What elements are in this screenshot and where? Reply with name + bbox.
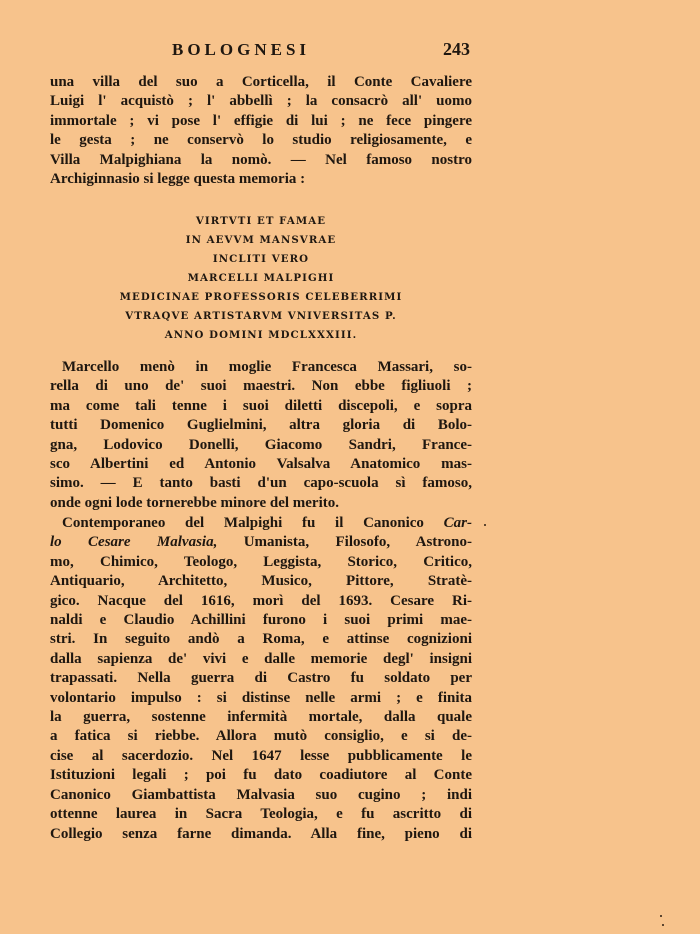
inscription-line: MEDICINAE PROFESSORIS CELEBERRIMI xyxy=(119,291,403,303)
ink-speck xyxy=(660,915,662,917)
inscription-line: VTRAQVE ARTISTARVM VNIVERSITAS P. xyxy=(125,310,397,322)
text-line: simo. — E tanto basti d'un capo-scuola sì famoso, xyxy=(50,475,472,492)
inscription-line: INCLITI VERO xyxy=(212,253,310,265)
ink-speck xyxy=(662,924,664,926)
running-title: BOLOGNESI xyxy=(172,40,311,59)
text-line: gna, Lodovico Donelli, Giacomo Sandri, France- xyxy=(50,436,472,453)
text-line: Collegio senza farne dimanda. Alla fine, pieno di xyxy=(50,825,472,842)
text-line: le gesta ; ne conservò lo studio religiosamente, e xyxy=(50,132,472,149)
italic-name: lo Cesare Malvasia, xyxy=(50,534,218,551)
text-line: stri. In seguito andò a Roma, e attinse cognizioni xyxy=(50,631,472,648)
text-line xyxy=(50,514,472,533)
text-line: rella di uno de' suoi maestri. Non ebbe figliuoli ; xyxy=(50,378,472,395)
paragraph-malvasia xyxy=(50,514,472,844)
text-line: Marcello menò in moglie Francesca Massari, so- xyxy=(62,359,472,375)
text-line: naldi e Claudio Achillini furono i suoi primi mae- xyxy=(50,612,472,629)
text-line: ottenne laurea in Sacra Teologia, e fu ascritto di xyxy=(50,806,472,823)
inscription-line: IN AEVVM MANSVRAE xyxy=(185,234,337,246)
italic-name: Car- xyxy=(443,515,472,531)
text-line: una villa del suo a Corticella, il Conte Cavaliere xyxy=(50,74,472,90)
text-line: Antiquario, Architetto, Musico, Pittore, Stratè- xyxy=(50,573,472,590)
paragraph-marcello xyxy=(50,358,472,513)
text-line: sco Albertini ed Antonio Valsalva Anatomico mas- xyxy=(50,456,472,473)
running-head xyxy=(50,40,470,66)
text-line: Villa Malpighiana la nomò. — Nel famoso nostro xyxy=(50,151,472,168)
text-line: volontario impulso : si distinse nelle armi ; e finita xyxy=(50,689,472,706)
ink-speck xyxy=(484,524,486,526)
text-line: Istituzioni legali ; poi fu dato coadiutore al Conte xyxy=(50,767,472,784)
text-line: la guerra, sostenne infermità mortale, dalla quale xyxy=(50,709,472,726)
text-line: Archiginnasio si legge questa memoria : xyxy=(50,171,306,188)
text-line: mo, Chimico, Teologo, Leggista, Storico, Critico, xyxy=(50,553,472,570)
text-line: dalla sapienza de' vivi e dalle memorie degl' insigni xyxy=(50,650,472,667)
text-line xyxy=(50,533,472,552)
paragraph-villa-malpighiana xyxy=(50,73,472,189)
text-line: Canonico Giambattista Malvasia suo cugino ; indi xyxy=(50,786,472,803)
text-line: gico. Nacque del 1616, morì del 1693. Cesare Ri- xyxy=(50,592,472,609)
inscription-line: ANNO DOMINI MDCLXXXIII. xyxy=(164,329,358,341)
page-number: 243 xyxy=(443,39,470,59)
memorial-inscription xyxy=(50,212,472,345)
text-line: Luigi l' acquistò ; l' abbellì ; la consacrò all' uomo xyxy=(50,93,472,110)
inscription-line: VIRTVTI ET FAMAE xyxy=(195,215,327,227)
text-line: a fatica si riebbe. Allora mutò consiglio, e si de- xyxy=(50,728,472,745)
line-text: Umanista, Filosofo, Astrono- xyxy=(217,534,472,551)
line-text: Contemporaneo del Malpighi fu il Canonico xyxy=(62,515,444,531)
text-line: onde ogni lode tornerebbe minore del merito. xyxy=(50,494,339,511)
inscription-line: MARCELLI MALPIGHI xyxy=(187,272,335,284)
text-line: cise al sacerdozio. Nel 1647 lesse pubblicamente le xyxy=(50,747,472,764)
text-line: ma come tali tenne i suoi diletti discepoli, e sopra xyxy=(50,397,472,414)
text-line: immortale ; vi pose l' effigie di lui ; ne fece pingere xyxy=(50,112,472,129)
text-line: tutti Domenico Guglielmini, altra gloria di Bolo- xyxy=(50,417,472,434)
text-line: trapassati. Nella guerra di Castro fu soldato per xyxy=(50,670,472,687)
